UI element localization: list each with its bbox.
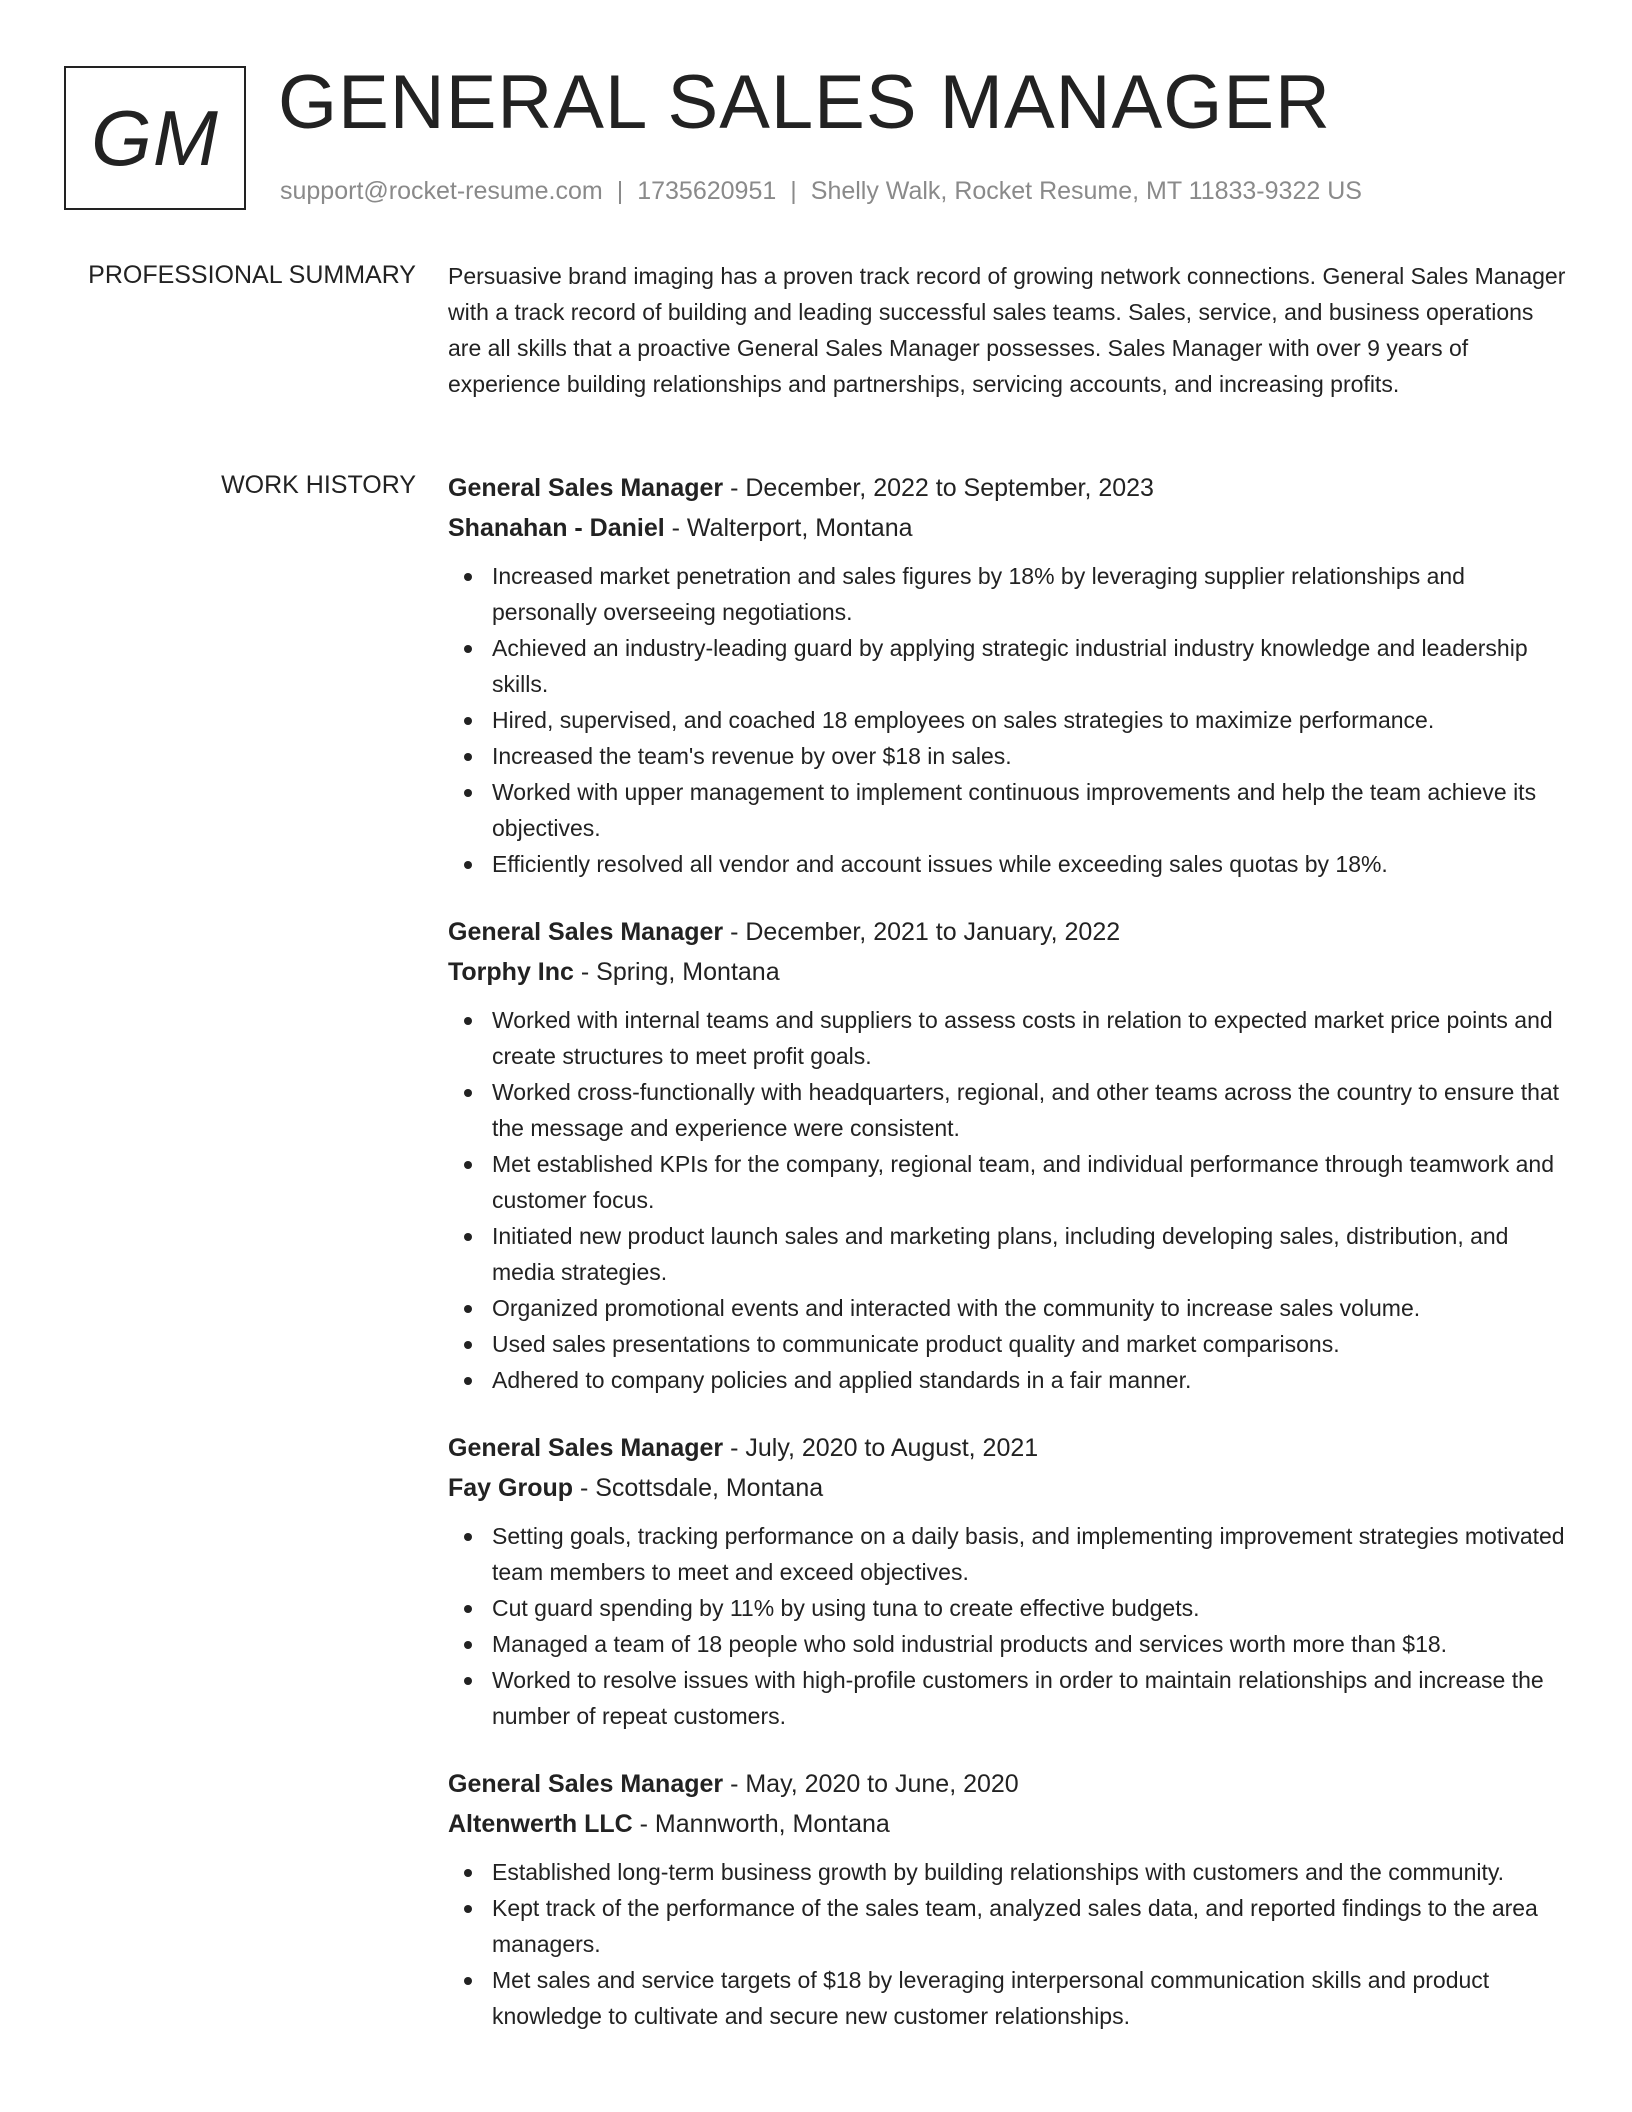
job-entry <box>448 912 1572 1398</box>
job-bullet: Adhered to company policies and applied standards in a fair manner. <box>448 1362 1572 1398</box>
job-bullet: Efficiently resolved all vendor and account issues while exceeding sales quotas by 18%. <box>448 846 1572 882</box>
job-bullet: Used sales presentations to communicate product quality and market comparisons. <box>448 1326 1572 1362</box>
job-dates: - May, 2020 to June, 2020 <box>723 1770 1019 1798</box>
job-bullet: Worked with upper management to implement continuous improvements and help the team achieve its objectives. <box>448 774 1572 846</box>
job-company: Altenwerth LLC <box>448 1810 633 1838</box>
job-location: - Mannworth, Montana <box>632 1810 890 1838</box>
summary-body <box>448 258 1572 402</box>
contact-address: Shelly Walk, Rocket Resume, MT 11833-9322 US <box>810 177 1362 205</box>
job-bullet: Hired, supervised, and coached 18 employees on sales strategies to maximize performance. <box>448 702 1572 738</box>
job-bullet: Worked to resolve issues with high-profile customers in order to maintain relationships and increase the number of repeat customers. <box>448 1662 1572 1734</box>
job-bullet: Worked with internal teams and suppliers to assess costs in relation to expected market price points and create structures to meet profit goals. <box>448 1002 1572 1074</box>
contact-separator: | <box>616 177 624 205</box>
job-company-line <box>448 508 1572 548</box>
job-title-line <box>448 912 1572 952</box>
monogram: GM <box>64 66 246 210</box>
job-title-line <box>448 468 1572 508</box>
job-bullet: Organized promotional events and interacted with the community to increase sales volume. <box>448 1290 1572 1326</box>
job-bullets <box>448 1002 1572 1398</box>
job-entry <box>448 1764 1572 2034</box>
job-location: - Spring, Montana <box>573 958 780 986</box>
job-company-line <box>448 952 1572 992</box>
job-bullets <box>448 1518 1572 1734</box>
job-role: General Sales Manager <box>448 1770 724 1798</box>
job-bullet: Worked cross-functionally with headquarters, regional, and other teams across the country to ensure that the message and experience were consistent. <box>448 1074 1572 1146</box>
work-history-body <box>448 468 1572 2064</box>
section-label-work-history: WORK HISTORY <box>221 471 416 499</box>
job-company: Shanahan - Daniel <box>448 514 665 542</box>
job-bullet: Increased the team's revenue by over $18 in sales. <box>448 738 1572 774</box>
contact-line <box>280 176 1362 206</box>
job-dates: - July, 2020 to August, 2021 <box>723 1434 1039 1462</box>
contact-phone[interactable]: 1735620951 <box>637 177 777 205</box>
resume-title: GENERAL SALES MANAGER <box>278 60 1331 145</box>
job-location: - Walterport, Montana <box>664 514 913 542</box>
section-label-summary: PROFESSIONAL SUMMARY <box>88 261 416 289</box>
job-bullet: Managed a team of 18 people who sold industrial products and services worth more than $18. <box>448 1626 1572 1662</box>
job-company-line <box>448 1804 1572 1844</box>
contact-email[interactable]: support@rocket-resume.com <box>280 177 603 205</box>
job-entry <box>448 468 1572 882</box>
job-bullet: Kept track of the performance of the sales team, analyzed sales data, and reported findings to the area managers. <box>448 1890 1572 1962</box>
summary-text: Persuasive brand imaging has a proven track record of growing network connections. General Sales Manager with a track record of building and leading successful sales teams. Sales, service, and business operations are all skills that a proactive General Sales Manager possesses. Sales Manager with over 9 years of experience building relationships and partnerships, servicing accounts, and increasing profits. <box>448 263 1566 397</box>
job-title-line <box>448 1428 1572 1468</box>
job-dates: - December, 2022 to September, 2023 <box>723 474 1154 502</box>
job-title-line <box>448 1764 1572 1804</box>
job-role: General Sales Manager <box>448 918 724 946</box>
job-bullet: Met sales and service targets of $18 by leveraging interpersonal communication skills and product knowledge to cultivate and secure new customer relationships. <box>448 1962 1572 2034</box>
job-bullet: Achieved an industry-leading guard by applying strategic industrial industry knowledge and leadership skills. <box>448 630 1572 702</box>
job-company: Torphy Inc <box>448 958 574 986</box>
job-bullet: Setting goals, tracking performance on a daily basis, and implementing improvement strategies motivated team members to meet and exceed objectives. <box>448 1518 1572 1590</box>
job-entry <box>448 1428 1572 1734</box>
job-role: General Sales Manager <box>448 1434 724 1462</box>
contact-separator: | <box>790 177 797 205</box>
job-bullet: Met established KPIs for the company, regional team, and individual performance through teamwork and customer focus. <box>448 1146 1572 1218</box>
job-bullet: Established long-term business growth by building relationships with customers and the community. <box>448 1854 1572 1890</box>
job-role: General Sales Manager <box>448 474 724 502</box>
job-bullet: Cut guard spending by 11% by using tuna to create effective budgets. <box>448 1590 1572 1626</box>
job-bullet: Increased market penetration and sales figures by 18% by leveraging supplier relationships and personally overseeing negotiations. <box>448 558 1572 630</box>
job-bullets <box>448 558 1572 882</box>
job-bullets <box>448 1854 1572 2034</box>
job-location: - Scottsdale, Montana <box>573 1474 824 1502</box>
job-dates: - December, 2021 to January, 2022 <box>723 918 1121 946</box>
job-company-line <box>448 1468 1572 1508</box>
job-bullet: Initiated new product launch sales and marketing plans, including developing sales, distribution, and media strategies. <box>448 1218 1572 1290</box>
job-company: Fay Group <box>448 1474 574 1502</box>
